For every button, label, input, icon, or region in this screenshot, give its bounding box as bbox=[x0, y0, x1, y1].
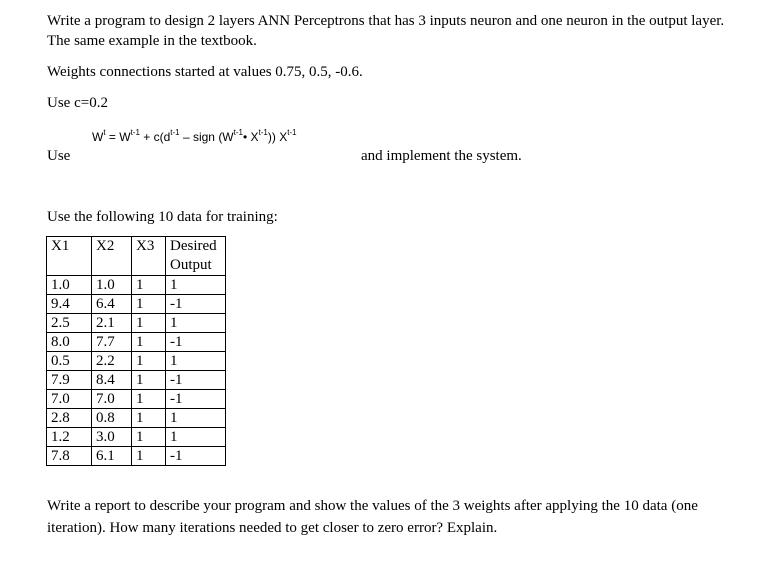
formula-part: + c(d bbox=[139, 130, 171, 144]
report-paragraph: Write a report to describe your program and show the values of the 3 weights after applying the 10 data (one iteration). How many iterations needed to get closer to zero error? Explain. bbox=[47, 498, 698, 536]
table-cell: 1 bbox=[132, 333, 166, 352]
table-cell: 8.4 bbox=[92, 371, 132, 390]
table-cell: 2.2 bbox=[92, 352, 132, 371]
table-cell: 1 bbox=[132, 428, 166, 447]
formula-superscript: t bbox=[103, 128, 106, 137]
table-row bbox=[47, 333, 226, 352]
table-row bbox=[47, 352, 226, 371]
formula-superscript: t-1 bbox=[170, 128, 180, 137]
table-cell: 1 bbox=[132, 390, 166, 409]
table-cell: 1 bbox=[166, 276, 226, 295]
formula-superscript: t-1 bbox=[258, 128, 268, 137]
table-cell: 1 bbox=[166, 409, 226, 428]
learning-rate-paragraph: Use c=0.2 bbox=[47, 95, 108, 111]
table-cell: 1.2 bbox=[47, 428, 92, 447]
table-cell: 1 bbox=[132, 352, 166, 371]
formula-part: = W bbox=[105, 130, 131, 144]
formula-superscript: t-1 bbox=[233, 128, 243, 137]
table-cell: 6.4 bbox=[92, 295, 132, 314]
table-header-row bbox=[47, 237, 226, 276]
table-cell: 1 bbox=[132, 371, 166, 390]
table-cell: 2.5 bbox=[47, 314, 92, 333]
table-row bbox=[47, 428, 226, 447]
table-cell: 1 bbox=[132, 447, 166, 466]
table-cell: 8.0 bbox=[47, 333, 92, 352]
table-cell: 0.5 bbox=[47, 352, 92, 371]
table-cell: 7.8 bbox=[47, 447, 92, 466]
table-cell: -1 bbox=[166, 371, 226, 390]
table-cell: -1 bbox=[166, 390, 226, 409]
header-x2: X2 bbox=[92, 237, 132, 276]
formula-part: W bbox=[92, 130, 104, 144]
table-row bbox=[47, 276, 226, 295]
table-intro: Use the following 10 data for training: bbox=[47, 209, 278, 225]
weight-update-formula bbox=[92, 130, 297, 144]
table-cell: -1 bbox=[166, 333, 226, 352]
formula-part: – sign (W bbox=[179, 130, 234, 144]
table-cell: -1 bbox=[166, 447, 226, 466]
table-cell: 1 bbox=[166, 352, 226, 371]
table-row bbox=[47, 295, 226, 314]
table-cell: 0.8 bbox=[92, 409, 132, 428]
formula-superscript: t-1 bbox=[287, 128, 297, 137]
table-row bbox=[47, 314, 226, 333]
table-row bbox=[47, 371, 226, 390]
table-cell: 1 bbox=[132, 314, 166, 333]
table-cell: 3.0 bbox=[92, 428, 132, 447]
intro-paragraph: Write a program to design 2 layers ANN Perceptrons that has 3 inputs neuron and one neuron in the output layer. The same example in the textbook. bbox=[47, 13, 725, 49]
training-data-table bbox=[46, 236, 226, 466]
table-cell: -1 bbox=[166, 295, 226, 314]
table-cell: 7.9 bbox=[47, 371, 92, 390]
formula-superscript: t-1 bbox=[130, 128, 140, 137]
table-cell: 1 bbox=[166, 314, 226, 333]
table-cell: 7.0 bbox=[92, 390, 132, 409]
table-cell: 7.0 bbox=[47, 390, 92, 409]
table-cell: 9.4 bbox=[47, 295, 92, 314]
table-cell: 6.1 bbox=[92, 447, 132, 466]
use-label: Use bbox=[47, 148, 71, 164]
table-cell: 2.8 bbox=[47, 409, 92, 428]
formula-part: • X bbox=[242, 130, 259, 144]
table-cell: 1 bbox=[132, 295, 166, 314]
table-row bbox=[47, 390, 226, 409]
header-x1: X1 bbox=[47, 237, 92, 276]
table-cell: 1 bbox=[132, 409, 166, 428]
table-row bbox=[47, 409, 226, 428]
table-cell: 2.1 bbox=[92, 314, 132, 333]
table-row bbox=[47, 447, 226, 466]
implement-text: and implement the system. bbox=[361, 148, 522, 164]
table-body bbox=[47, 276, 226, 466]
header-desired-output: Desired Output bbox=[166, 237, 226, 276]
table-cell: 7.7 bbox=[92, 333, 132, 352]
table-cell: 1 bbox=[132, 276, 166, 295]
header-x3: X3 bbox=[132, 237, 166, 276]
formula-part: )) X bbox=[267, 130, 288, 144]
table-cell: 1.0 bbox=[47, 276, 92, 295]
weights-paragraph: Weights connections started at values 0.75, 0.5, -0.6. bbox=[47, 64, 363, 80]
table-cell: 1 bbox=[166, 428, 226, 447]
table-cell: 1.0 bbox=[92, 276, 132, 295]
